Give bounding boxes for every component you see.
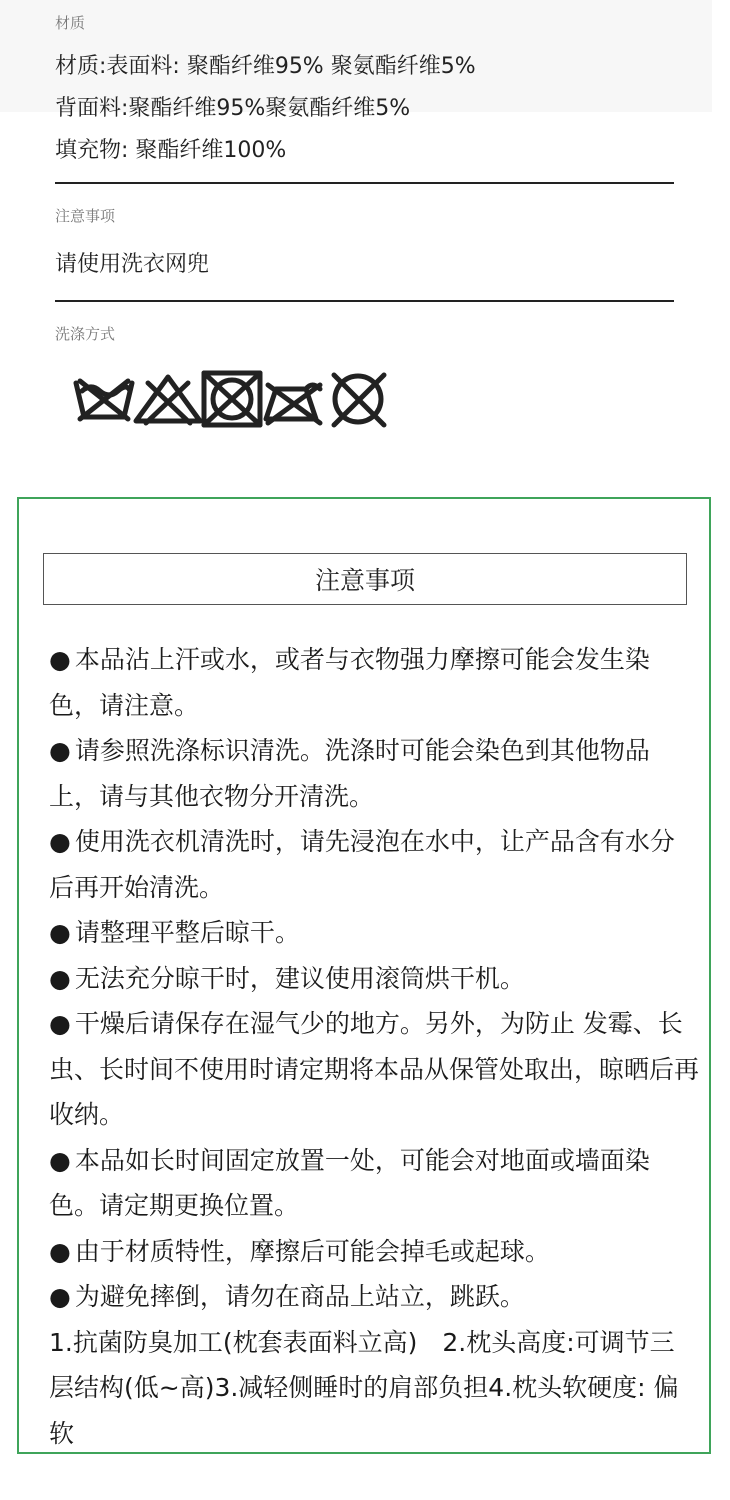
notice-item <box>49 1229 699 1275</box>
notice-title: 注意事项 <box>43 553 687 605</box>
notice-item <box>49 728 699 819</box>
material-label: 材质 <box>55 14 86 32</box>
material-line-filling: 填充物: 聚酯纤维100% <box>55 138 287 163</box>
notice-item <box>49 1138 699 1229</box>
notice-item <box>49 910 699 956</box>
divider <box>55 300 674 302</box>
notice-item-text: 使用洗衣机清洗时，请先浸泡在水中，让产品含有水分后再开始清洗。 <box>49 827 675 902</box>
do-not-dry-clean-icon <box>334 375 384 425</box>
precautions-text: 请使用洗衣网兜 <box>55 252 210 277</box>
notice-item <box>49 637 699 728</box>
care-symbols <box>72 367 392 431</box>
bullet-icon: ● <box>49 1282 71 1311</box>
notice-item-text: 为避免摔倒，请勿在商品上站立，跳跃。 <box>74 1282 525 1311</box>
notice-item-text: 本品如长时间固定放置一处，可能会对地面或墙面染色。请定期更换位置。 <box>49 1145 650 1220</box>
notice-item <box>49 956 699 1002</box>
bullet-icon: ● <box>49 918 71 947</box>
bullet-icon: ● <box>49 1145 71 1175</box>
notice-item <box>49 819 699 910</box>
notice-item-text: 由于材质特性，摩擦后可能会掉毛或起球。 <box>74 1236 550 1266</box>
notice-item-text: 本品沾上汗或水，或者与衣物强力摩擦可能会发生染色，请注意。 <box>49 645 650 720</box>
notice-item-text: 请整理平整后晾干。 <box>74 918 300 947</box>
notice-item-text: 1.抗菌防臭加工(枕套表面料立高) 2.枕头高度:可调节三层结构(低~高)3.减轻侧睡时的肩部负担4.枕头软硬度: 偏软 <box>49 1327 679 1448</box>
bullet-icon: ● <box>49 1236 71 1266</box>
do-not-bleach-icon <box>136 377 200 423</box>
bullet-icon: ● <box>49 645 71 674</box>
do-not-iron-icon <box>266 385 320 423</box>
material-line-back: 背面料:聚酯纤维95%聚氨酯纤维5% <box>55 96 411 121</box>
washing-label: 洗涤方式 <box>55 325 116 343</box>
notice-item-text: 干燥后请保存在湿气少的地方。另外，为防止 发霉、长虫、长时间不使用时请定期将本品从保管处取出，晾晒后再收纳。 <box>49 1009 700 1129</box>
divider <box>55 182 674 184</box>
precautions-label: 注意事项 <box>55 207 116 225</box>
bullet-icon: ● <box>49 1009 71 1038</box>
bullet-icon: ● <box>49 963 71 993</box>
bullet-icon: ● <box>49 736 71 765</box>
notice-panel <box>17 497 711 1454</box>
do-not-tumble-dry-icon <box>204 373 260 425</box>
product-features <box>49 1320 699 1457</box>
notice-item-text: 无法充分晾干时，建议使用滚筒烘干机。 <box>74 963 525 993</box>
do-not-wash-icon <box>76 381 132 419</box>
notice-item <box>49 1001 699 1138</box>
bullet-icon: ● <box>49 827 71 856</box>
notice-item <box>49 1274 699 1320</box>
notice-list <box>49 637 699 1456</box>
notice-item-text: 请参照洗涤标识清洗。洗涤时可能会染色到其他物品上，请与其他衣物分开清洗。 <box>49 736 650 811</box>
material-line-outer: 材质:表面料: 聚酯纤维95% 聚氨酯纤维5% <box>55 54 476 79</box>
